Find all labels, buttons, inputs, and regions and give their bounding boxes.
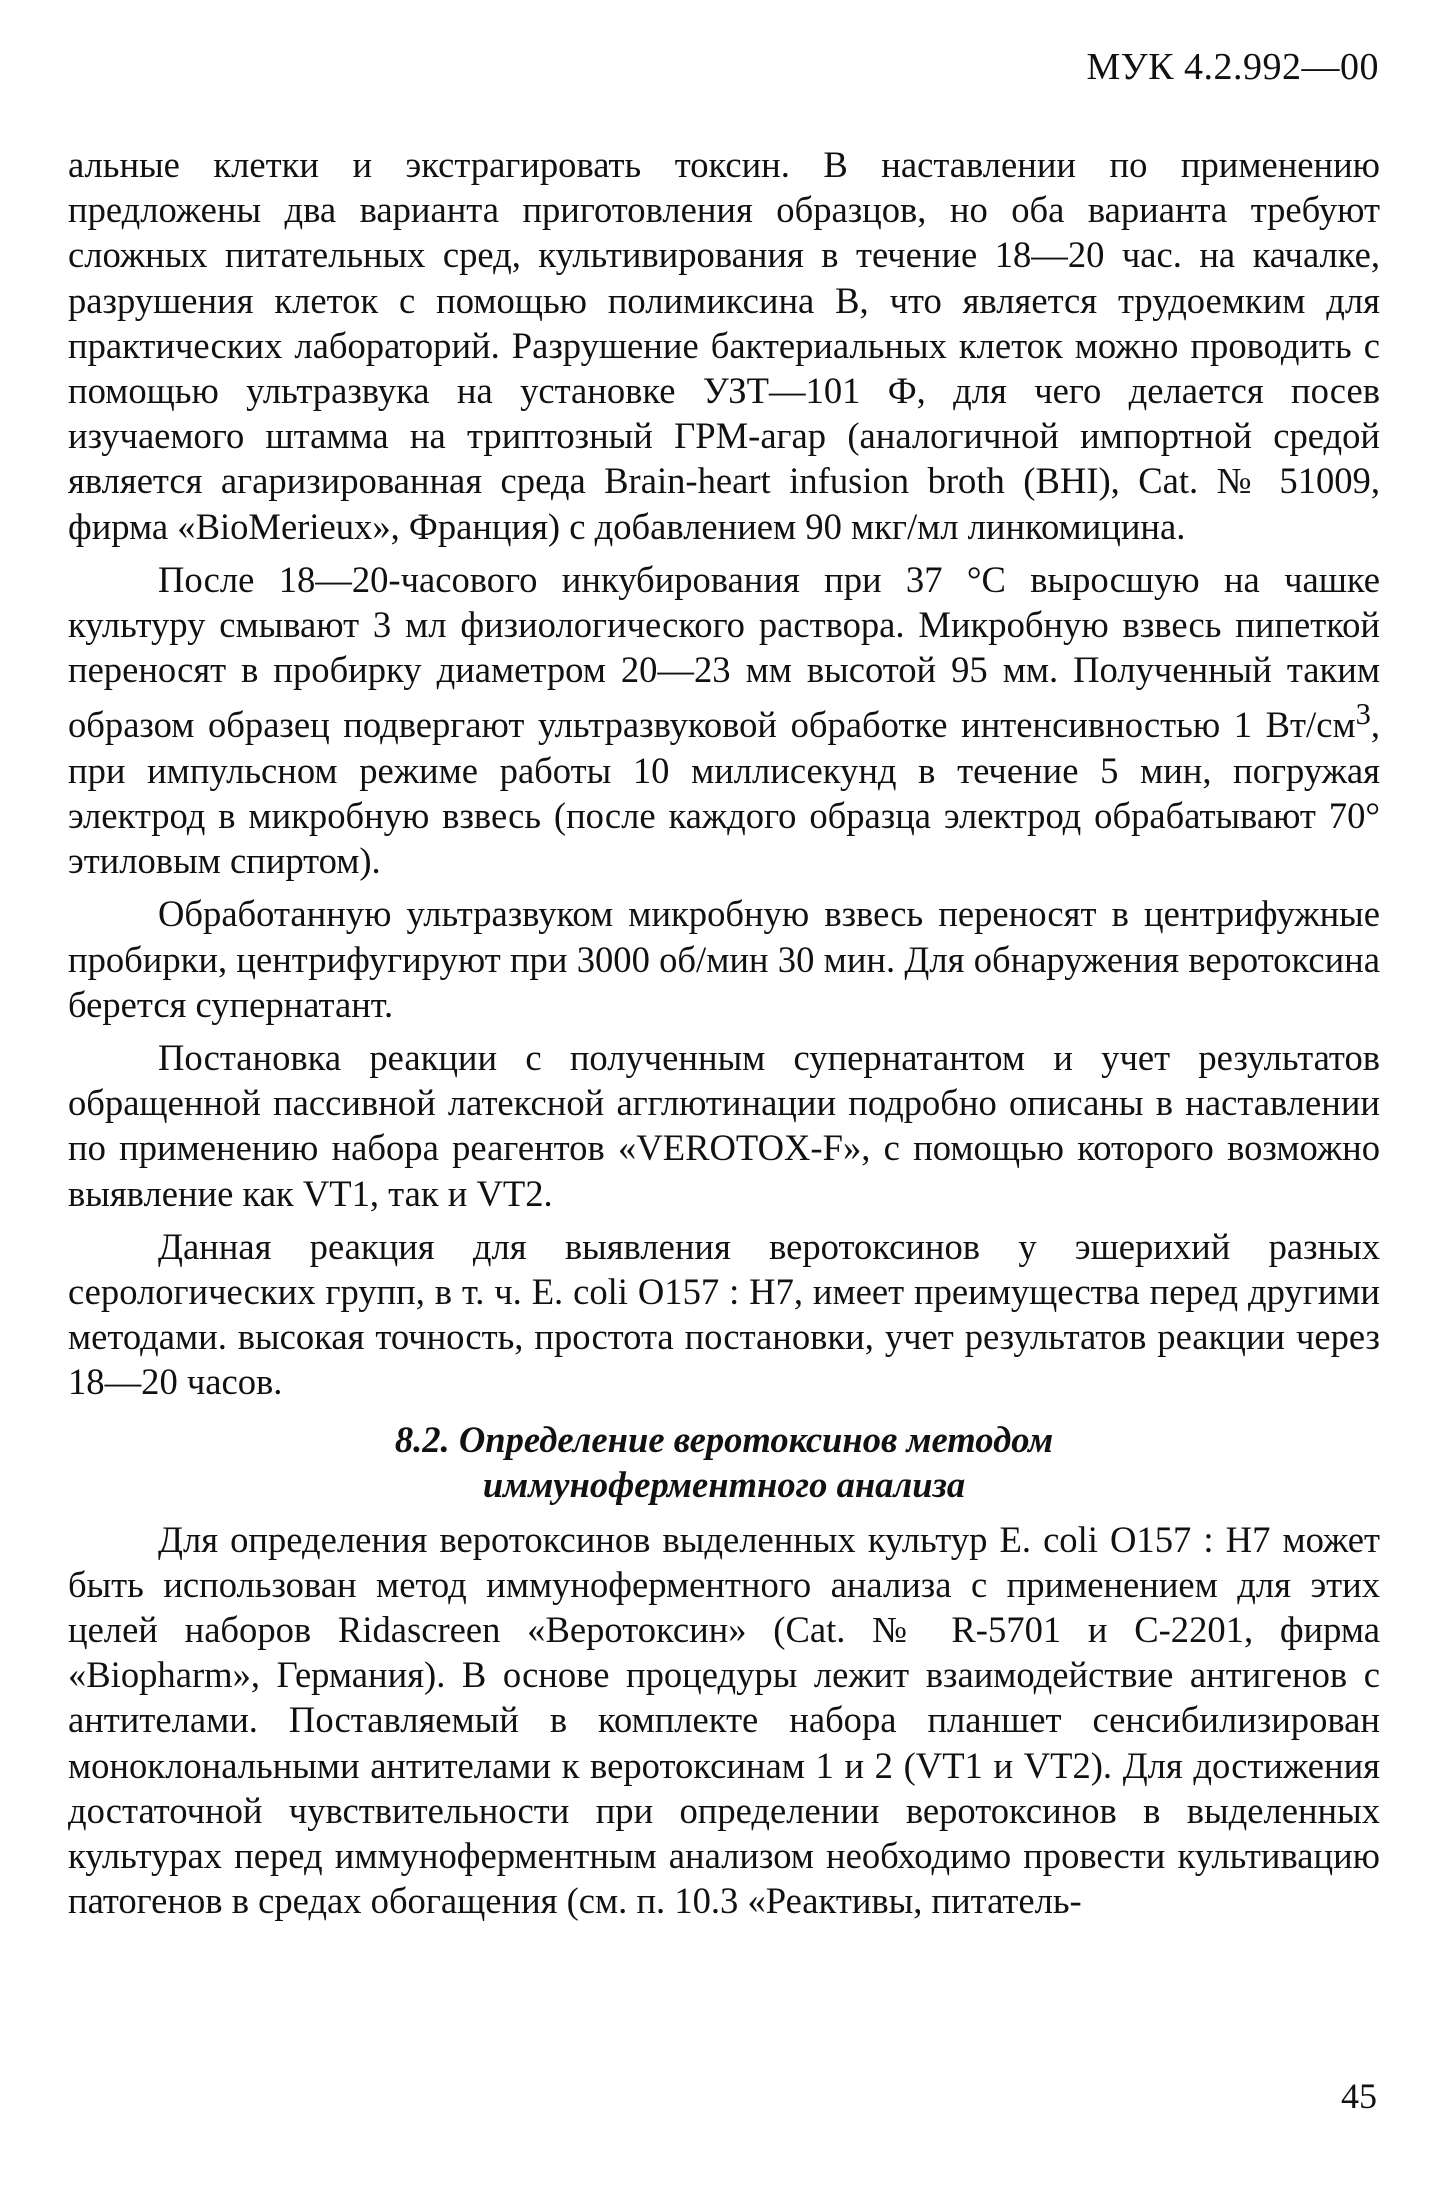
superscript-cubic: 3 — [1355, 697, 1371, 732]
section-heading-8-2 — [68, 1417, 1380, 1507]
running-header: МУК 4.2.992—00 — [1086, 46, 1379, 88]
paragraph-continuation: альные клетки и экстрагировать токсин. В наставлении по применению предложены два варианта приготовления образцов, но оба варианта требуют сложных питательных сред, культивирования в течение 18—20 час. на качалке, разрушения клеток с помощью полимиксина В, что является трудоемким для практических лабораторий. Разрушение бактериальных клеток можно проводить с помощью ультразвука на установке УЗТ—101 Ф, для чего делается посев изучаемого штамма на триптозный ГРМ-агар (аналогичной импортной средой является агаризированная среда Brain-heart infusion broth (BHI), Cat. № 51009, фирма «BioMerieux», Франция) с добавлением 90 мкг/мл линкомицина. — [68, 144, 1380, 547]
paragraph-ultrasound-treatment — [68, 557, 1380, 884]
paragraph-elisa-method: Для определения веротоксинов выделенных культур E. coli O157 : H7 может быть использован метод иммуноферментного анализа с применением для этих целей наборов Ridascreen «Веротоксин» (Cat. № R-5701 и C-2201, фирма «Biopharm», Германия). В основе процедуры лежит взаимодействие антигенов с антителами. Поставляемый в комплекте набора планшет сенсибилизирован моноклональными антителами к веротоксинам 1 и 2 (VT1 и VT2). Для достижения достаточной чувствительности при определении веротоксинов в выделенных культурах перед иммуноферментным анализом необходимо провести культивацию патогенов в средах обогащения (см. п. 10.3 «Реактивы, питатель- — [68, 1518, 1380, 1922]
page-number: 45 — [1341, 2076, 1377, 2116]
section-heading-line: 8.2. Определение веротоксинов методом — [394, 1418, 1054, 1460]
paragraph-reaction-advantages: Данная реакция для выявления веротоксинов у эшерихий разных серологических групп, в т. ч. E. coli O157 : H7, имеет преимущества перед другими методами. высокая точность, простота постановки, учет результатов реакции через 18—20 часов. — [68, 1225, 1380, 1403]
paragraph-text-part: После 18—20-часового инкубирования при 37 °С выросшую на чашке культуру смывают 3 мл физиологического раствора. Микробную взвесь пипеткой переносят в пробирку диаметром 20—23 мм высотой 95 мм. Полученный таким образом образец подвергают ультразвуковой обработке интенсивностью 1 Вт/см — [68, 558, 1380, 746]
paragraph-centrifugation: Обработанную ультразвуком микробную взвесь переносят в центрифужные пробирки, центрифугируют при 3000 об/мин 30 мин. Для обнаружения веротоксина берется супернатант. — [68, 893, 1380, 1025]
paragraph-text-part: , при импульсном режиме работы 10 миллисекунд в течение 5 мин, погружая электрод в микробную взвесь (после каждого образца электрод обрабатывают 70° этиловым спиртом). — [68, 704, 1380, 882]
body-text — [68, 142, 1380, 1924]
section-heading-line: иммуноферментного анализа — [482, 1463, 966, 1505]
paragraph-reaction-setup: Постановка реакции с полученным супернатантом и учет результатов обращенной пассивной латексной агглютинации подробно описаны в наставлении по применению набора реагентов «VEROTOX-F», с помощью которого возможно выявление как VT1, так и VT2. — [68, 1037, 1380, 1214]
